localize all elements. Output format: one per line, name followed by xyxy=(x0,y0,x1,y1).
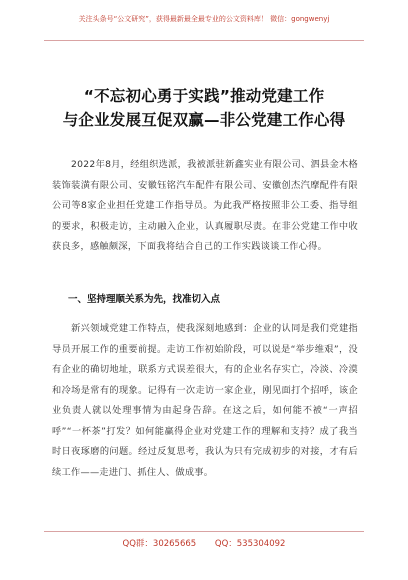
header-divider xyxy=(44,40,364,41)
footer-qq: QQ：535304092 xyxy=(214,539,286,549)
paragraph-intro xyxy=(52,155,358,258)
document-title-line1: “不忘初心勇于实践”推动党建工作 xyxy=(83,87,325,105)
paragraph-body-text: 新兴领域党建工作特点，使我深刻地感到：企业的认同是我们党建指导员开展工作的重要前提。走访工作初始阶段，可以说是“举步维艰”，没有企业的确切地址，联系方式误差很大，有的企业名存实亡，冷淡、冷漠和冷场是常有的现象。记得有一次走访一家企业，刚见面打个招呼，该企业负责人就以处理事情为由起身告辞。在这之后，如何能不被“一声招呼”“一杯茶”打发？如何能赢得企业对党建工作的理解和支持？成了我当时日夜琢磨的问题。经过反复思考，我认为只有完成初步的对接，才有后续工作——走进门、抓住人、做成事。 xyxy=(52,323,358,478)
header-banner: 关注头条号“公文研究”，获得最新最全最专业的公文资料库！ 微信：gongwenyj xyxy=(78,15,330,23)
footer-divider xyxy=(44,531,364,532)
footer-qq-group: QQ群：30265665 xyxy=(122,539,197,549)
section-heading: 一、坚持理顺关系为先，找准切入点 xyxy=(68,294,221,305)
footer xyxy=(0,537,408,549)
paragraph-intro-text: 2022年8月，经组织选派，我被派驻新鑫实业有限公司、泗县金木格装饰装潢有限公司、安徽钰铭汽车配件有限公司、安徽创杰汽摩配件有限公司等8家企业担任党建工作指导员。为此我严格按照非公工委、指导组的要求，积极走访，主动融入企业，认真履职尽责。在非公党建工作中收获良多，感触颇深，下面我将结合自己的工作实践谈谈工作心得。 xyxy=(52,159,358,252)
paragraph-body xyxy=(52,319,358,483)
document-title-line2: 与企业发展互促双赢—非公党建工作心得 xyxy=(62,111,346,129)
